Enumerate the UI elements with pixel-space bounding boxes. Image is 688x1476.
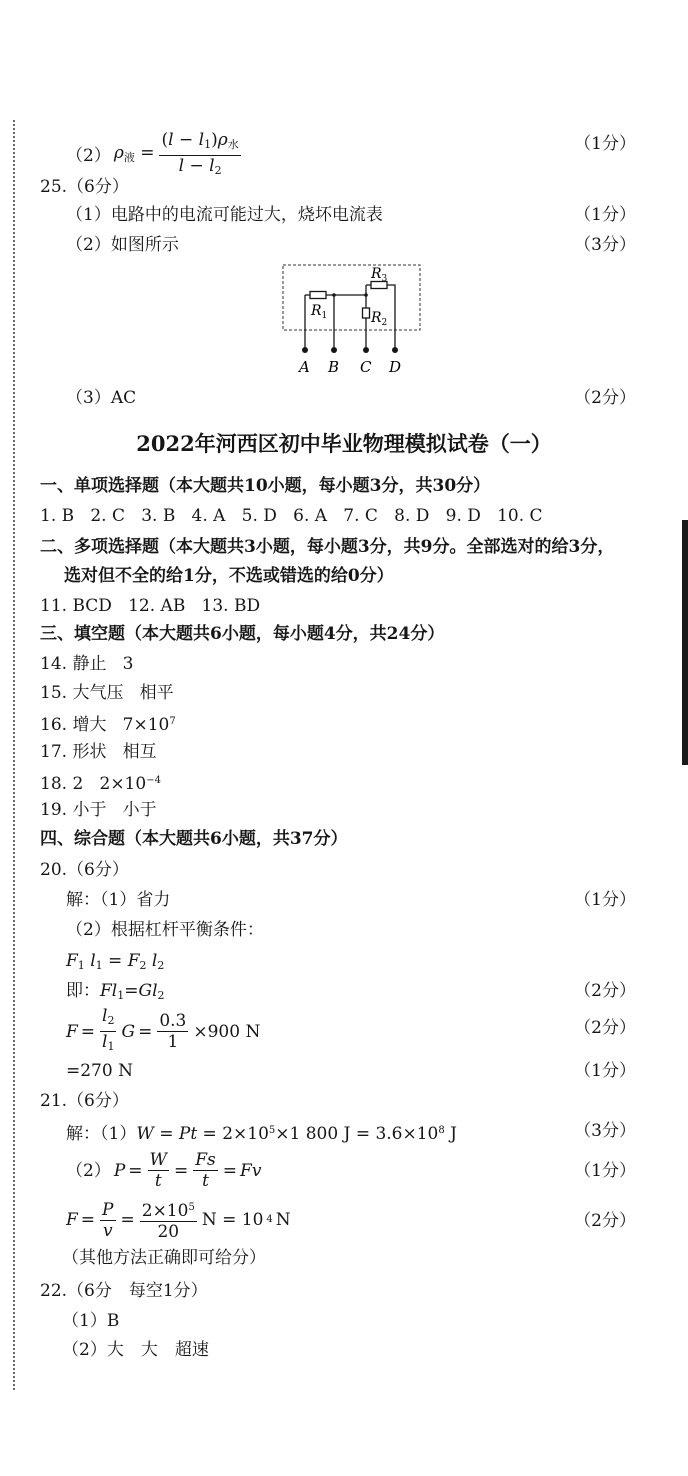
- answer-5: 5. D: [241, 506, 277, 526]
- q24-item2: （2） $\rho_液$ = $\frac{(l - l_1)\rho_水}{l - l_2}$: [66, 130, 243, 181]
- answer-1: 1. B: [40, 506, 75, 526]
- q24-fraction: $\frac{(l - l_1)\rho_水}{l - l_2}$: [161, 130, 239, 177]
- terminal-a-label: A: [299, 358, 310, 376]
- terminal-b-label: B: [328, 358, 340, 376]
- terminal-a-dot: [302, 347, 308, 353]
- q20-line6-score: （1分）: [574, 1061, 636, 1081]
- answer-4: 4. A: [191, 506, 226, 526]
- answer-13: 13. BD: [201, 596, 261, 616]
- q25-item1-score: （1分）: [574, 205, 636, 225]
- answer-2: 2. C: [90, 506, 125, 526]
- q20-line5: F = $\frac{l_2}{l_1}$ G = $\frac{0.3}{1}$ ×900 N: [66, 1006, 261, 1053]
- fill-item-16: 16. 增大 $7\times 10^7$: [40, 715, 176, 735]
- q21-line2-score: （1分）: [574, 1161, 636, 1181]
- resistor-r1: [310, 292, 326, 299]
- q21-line2: （2） P = $\frac{W}{t}$ = $\frac{Fs}{t}$ = Fv: [66, 1150, 262, 1191]
- scan-edge-shadow: [682, 520, 688, 765]
- q21-line3: F = $\frac{P}{v}$ = $\frac{2\times 10^5}{20}$ N = 10 4 N: [66, 1199, 291, 1242]
- q25-item2: （2）如图所示: [66, 235, 179, 255]
- terminal-d-label: D: [389, 358, 402, 376]
- q20-line4-score: （2分）: [574, 981, 636, 1001]
- label-r2: $R_2$: [371, 310, 388, 328]
- q22-header: 22.（6分 每空1分）: [40, 1281, 208, 1301]
- q20-line4: 即：$Fl_1=Gl_2$: [66, 981, 165, 1002]
- q21-line3-score: （2分）: [574, 1211, 636, 1231]
- fill-item-18: 18. 2 $2\times 10^{-4}$: [40, 774, 161, 794]
- q20-header: 20.（6分）: [40, 860, 129, 880]
- answer-9: 9. D: [445, 506, 481, 526]
- part2-heading-line1: 二、多项选择题（本大题共3小题，每小题3分，共9分。全部选对的给3分，: [40, 537, 615, 557]
- q21-line1: 解：$(1)W = Pt = 2\times 10^5\times 1$ 800 $J = 3.6\times 10^8$ J: [66, 1124, 457, 1144]
- q24-item2-score: （1分）: [574, 134, 636, 154]
- terminal-c-dot: [363, 347, 369, 353]
- label-r3: $R_3$: [371, 266, 388, 284]
- q25-item3: （3）AC: [66, 388, 137, 408]
- answer-8: 8. D: [394, 506, 430, 526]
- q21-note: （其他方法正确即可给分）: [62, 1248, 266, 1268]
- fill-item-15: 15. 大气压 相平: [40, 683, 174, 703]
- answer-7: 7. C: [343, 506, 378, 526]
- part1-answers: [40, 505, 543, 527]
- answer-12: 12. AB: [128, 596, 186, 616]
- fill-item-19: 19. 小于 小于: [40, 800, 157, 820]
- answer-3: 3. B: [141, 506, 176, 526]
- q22-line1: （1）B: [62, 1311, 120, 1331]
- q25-item1: （1）电路中的电流可能过大，烧坏电流表: [66, 205, 383, 225]
- binding-dotted-line: [13, 120, 15, 1390]
- q20-line2: （2）根据杠杆平衡条件：: [66, 920, 264, 940]
- exam-title: 2022年河西区初中毕业物理模拟试卷（一）: [136, 431, 552, 456]
- fill-item-17: 17. 形状 相互: [40, 742, 157, 762]
- answer-10: 10. C: [497, 506, 543, 526]
- label-r1: $R_1$: [311, 303, 328, 321]
- resistor-r2: [363, 308, 370, 318]
- q20-line5-score: （2分）: [574, 1018, 636, 1038]
- circuit-diagram: [270, 260, 430, 380]
- q24-item2-label: （2）: [66, 145, 111, 166]
- terminal-b-dot: [331, 347, 337, 353]
- terminal-c-label: C: [360, 358, 372, 376]
- junction-dot: [332, 293, 336, 297]
- answer-6: 6. A: [293, 506, 328, 526]
- q20-line3: $F_1$ $l_1 = F_2$ $l_2$: [66, 951, 165, 972]
- q22-line2: （2）大 大 超速: [62, 1340, 209, 1360]
- part2-heading-line2: 选对但不全的给1分，不选或错选的给0分）: [64, 566, 394, 586]
- fill-item-14: 14. 静止 3: [40, 654, 134, 674]
- q20-line1-score: （1分）: [574, 890, 636, 910]
- part2-answers: [40, 595, 260, 617]
- q21-line1-score: （3分）: [574, 1121, 636, 1141]
- q20-line1: 解：（1）省力: [66, 890, 171, 910]
- q21-header: 21.（6分）: [40, 1091, 129, 1111]
- part3-heading: 三、填空题（本大题共6小题，每小题4分，共24分）: [40, 624, 445, 644]
- q25-header: 25.（6分）: [40, 177, 129, 197]
- q25-item2-score: （3分）: [574, 235, 636, 255]
- terminal-d-dot: [392, 347, 398, 353]
- circuit-dashed-box: [283, 265, 420, 330]
- answer-11: 11. BCD: [40, 596, 112, 616]
- part1-heading: 一、单项选择题（本大题共10小题，每小题3分，共30分）: [40, 476, 491, 496]
- q20-line6: =270 N: [66, 1061, 133, 1081]
- q25-item3-score: （2分）: [574, 388, 636, 408]
- part4-heading: 四、综合题（本大题共6小题，共37分）: [40, 829, 348, 849]
- junction-dot: [364, 293, 368, 297]
